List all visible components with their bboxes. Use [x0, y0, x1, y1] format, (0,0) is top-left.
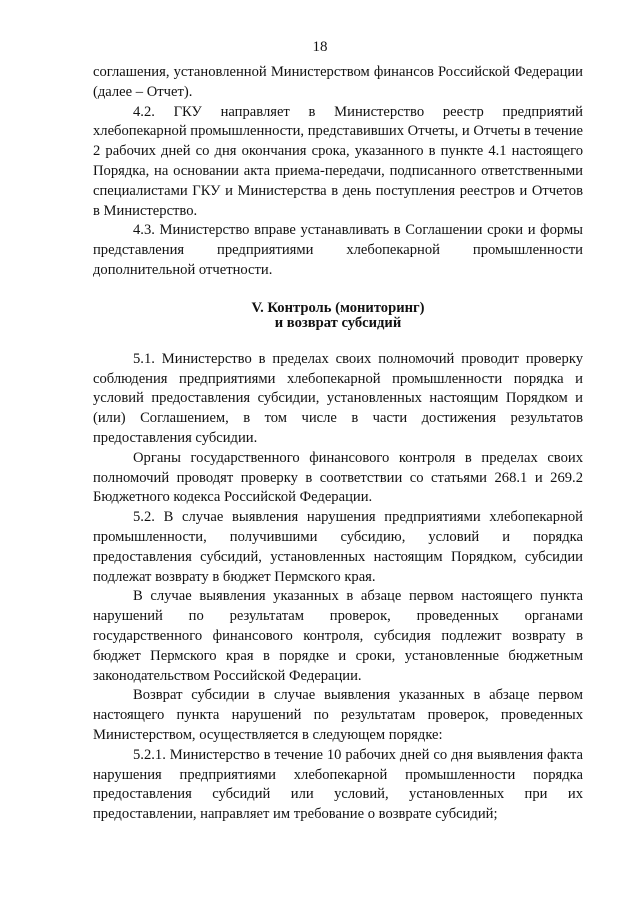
- paragraph-5-2-1: 5.2.1. Министерство в течение 10 рабочих дней со дня выявления факта нарушения предприятиями хлебопекарной промышленности порядка предоставления субсидий или условий, установленных при их предоставлении, направляет им требование о возврате субсидий;: [93, 746, 583, 823]
- section-heading-line-2: и возврат субсидий: [274, 314, 402, 331]
- paragraph-financial-control: Органы государственного финансового контроля в пределах своих полномочий проводят проверку в соответствии со статьями 268.1 и 269.2 Бюджетного кодекса Российской Федерации.: [93, 449, 583, 506]
- paragraph-4-2: 4.2. ГКУ направляет в Министерство реестр предприятий хлебопекарной промышленности, представивших Отчеты, и Отчеты в течение 2 рабочих дней со дня окончания срока, указанного в пункте 4.1 настоящего Порядка, на основании акта приема-передачи, подписанного ответственными специалистами ГКУ и Министерства в день поступления реестров и Отчетов в Министерство.: [93, 103, 583, 219]
- paragraph-5-1: 5.1. Министерство в пределах своих полномочий проводит проверку соблюдения предприятиями хлебопекарной промышленности порядка и условий предоставления субсидии, установленных настоящим Порядком и (или) Соглашением, в том числе в части достижения результатов предоставления субсидии.: [93, 350, 583, 446]
- paragraph-return-procedure: Возврат субсидии в случае выявления указанных в абзаце первом настоящего пункта нарушений по результатам проверок, проведенных Министерством, осуществляется в следующем порядке:: [93, 687, 583, 743]
- paragraph-5-2: 5.2. В случае выявления нарушения предприятиями хлебопекарной промышленности, получившими субсидию, условий и порядка предоставления субсидий, установленных настоящим Порядком, субсидии подлежат возврату в бюджет Пермского края.: [93, 509, 583, 585]
- paragraph-continuation: соглашения, установленной Министерством финансов Российской Федерации (далее – Отчет).: [93, 64, 583, 100]
- document-body: [93, 63, 583, 825]
- page-number: 18: [312, 39, 328, 55]
- section-heading: [93, 301, 583, 331]
- paragraph-4-3: 4.3. Министерство вправе устанавливать в Соглашении сроки и формы представления предприятиями хлебопекарной промышленности дополнительной отчетности.: [93, 222, 583, 278]
- section-heading-line-1: V. Контроль (мониторинг): [251, 299, 425, 316]
- paragraph-violations-state-control: В случае выявления указанных в абзаце первом настоящего пункта нарушений по результатам проверок, проведенных органами государственного финансового контроля, субсидия подлежит возврату в бюджет Пермского края в порядке и сроки, установленные бюджетным законодательством Российской Федерации.: [93, 588, 583, 684]
